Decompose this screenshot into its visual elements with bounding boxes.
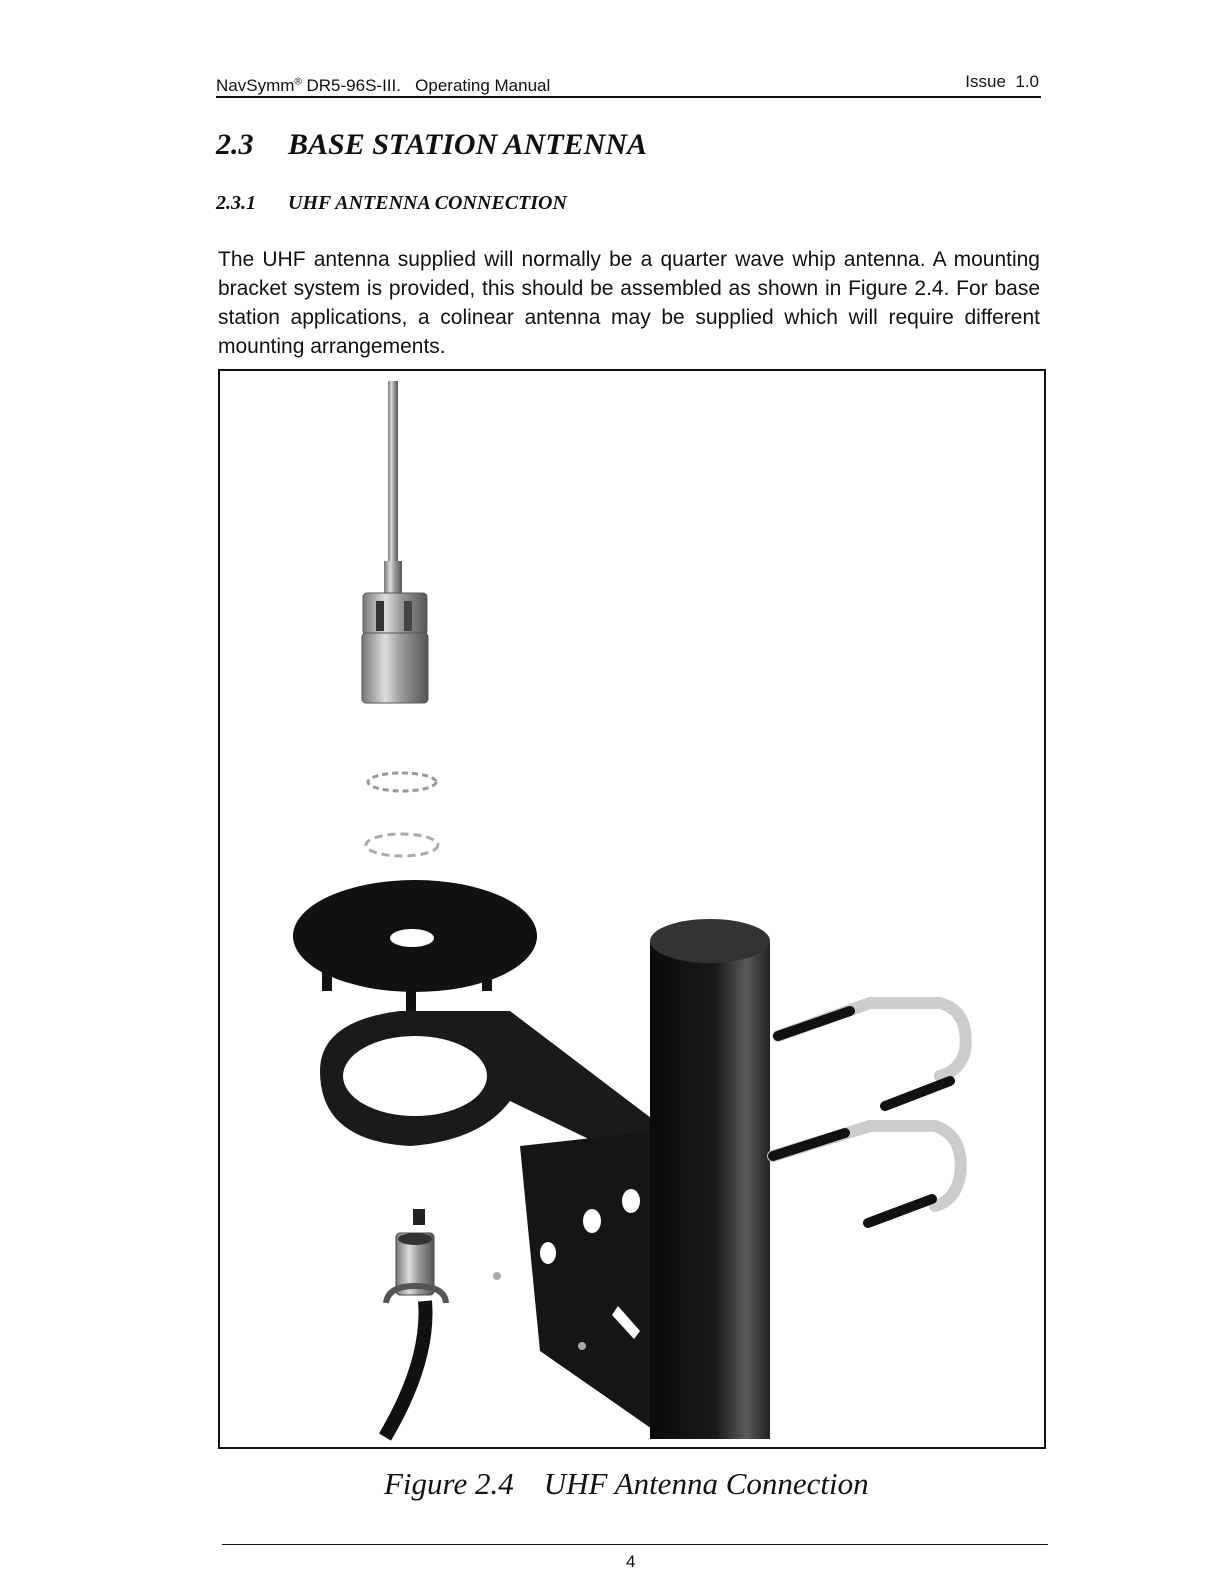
antenna-connector [362, 593, 428, 703]
header-product-name: NavSymm [216, 76, 295, 95]
header-issue: Issue 1.0 [965, 72, 1039, 91]
mast-pole [650, 919, 770, 1439]
figure-caption [384, 1466, 869, 1502]
mounting-bracket [320, 1011, 655, 1431]
u-bolts [773, 1003, 966, 1223]
header-rule [216, 96, 1041, 98]
antenna-mount-illustration [220, 371, 1044, 1447]
body-paragraph: The UHF antenna supplied will normally be a quarter wave whip antenna. A mounting bracket system is provided, this should be assembled as shown in Figure 2.4. For base station applications, a colinear antenna may be supplied which will require different mounting arrangements. [218, 248, 1040, 358]
subsection-number: 2.3.1 [216, 192, 256, 214]
page-number: 4 [626, 1552, 636, 1571]
subsection-title: UHF ANTENNA CONNECTION [288, 192, 567, 214]
washers [366, 773, 438, 856]
whip-antenna [384, 381, 402, 601]
footer-rule [222, 1544, 1048, 1545]
header-document-title [216, 76, 550, 96]
section-heading [216, 128, 647, 162]
page-header [216, 72, 1041, 98]
figure-frame [218, 369, 1046, 1449]
figure-number: Figure 2.4 [384, 1466, 514, 1501]
registered-mark: ® [294, 76, 302, 88]
subsection-heading [216, 192, 567, 215]
base-connector-and-cable [385, 1209, 446, 1437]
section-number: 2.3 [216, 128, 254, 161]
section-title: BASE STATION ANTENNA [288, 128, 647, 161]
figure-caption-text: UHF Antenna Connection [543, 1466, 869, 1501]
header-doc-title: DR5-96S-III. Operating Manual [301, 76, 551, 95]
